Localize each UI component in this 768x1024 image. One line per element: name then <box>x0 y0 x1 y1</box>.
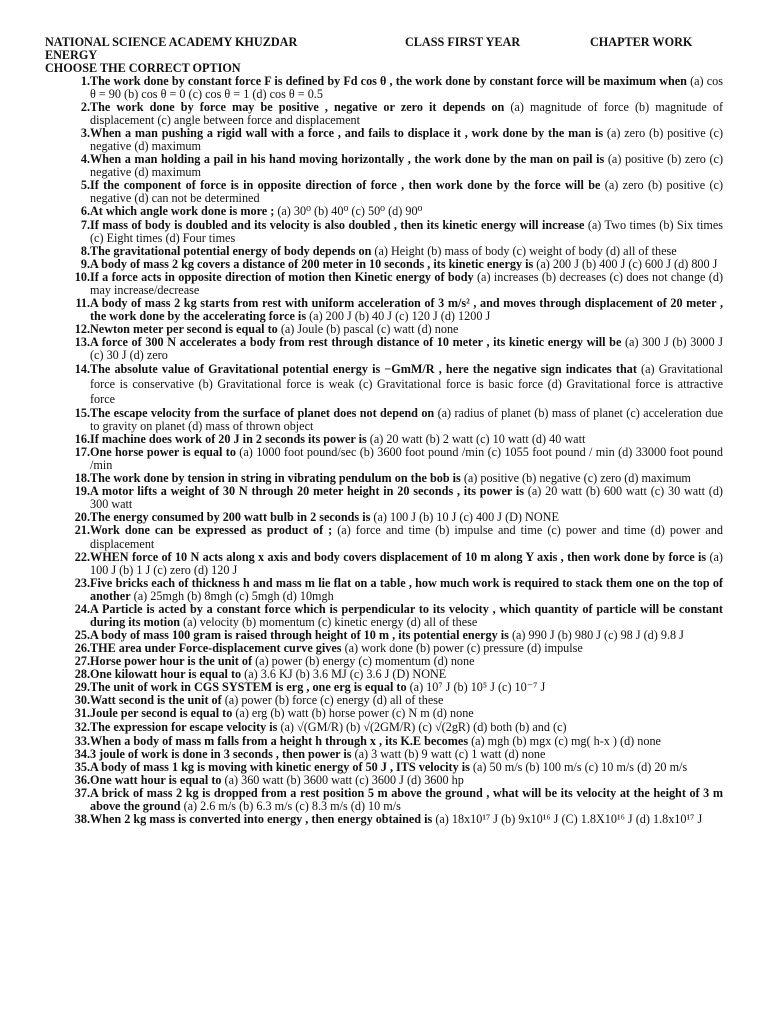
question-options: (a) Gravitational force is conservative (b) Gravitational force is weak (c) Gravitational force is basic force (d) Gravitational force is attractive force <box>90 362 723 407</box>
question-item <box>45 153 723 179</box>
question-options: (a) 3 watt (b) 9 watt (c) 1 watt (d) none <box>351 747 546 762</box>
question-text: When a man pushing a rigid wall with a force , and fails to displace it , work done by the man is <box>90 126 604 141</box>
question-text: WHEN force of 10 N acts along x axis and body covers displacement of 10 m along Y axis , then work done by force is <box>90 549 707 564</box>
question-options: (a) 360 watt (b) 3600 watt (c) 3600 J (d) 3600 hp <box>221 773 464 788</box>
question-text: Horse power hour is the unit of <box>90 653 253 668</box>
question-number: 27. <box>74 653 90 668</box>
question-number: 18. <box>74 471 90 486</box>
question-number: 26. <box>74 640 90 655</box>
question-text: One kilowatt hour is equal to <box>90 666 242 681</box>
question-number: 33. <box>74 734 90 749</box>
question-options: (a) positive (b) negative (c) zero (d) maximum <box>460 471 691 486</box>
question-number: 28. <box>74 666 90 681</box>
question-text: Newton meter per second is equal to <box>90 321 278 336</box>
class-label: CLASS FIRST YEAR <box>405 35 521 49</box>
question-text: Five bricks each of thickness h and mass m lie flat on a table , how much work is required to stack them one on the top of another <box>90 575 723 603</box>
question-options: (a) radius of planet (b) mass of planet (c) acceleration due to gravity on planet (d) mass of thrown object <box>90 406 723 434</box>
question-text: The absolute value of Gravitational potential energy is −GmM/R , here the negative sign indicates that <box>90 362 637 377</box>
question-number: 16. <box>74 432 90 447</box>
question-item <box>45 219 723 245</box>
question-number: 3. <box>80 126 90 141</box>
question-item <box>45 336 723 362</box>
question-number: 12. <box>74 321 90 336</box>
question-options: (a) increases (b) decreases (c) does not change (d) may increase/decrease <box>90 269 724 297</box>
question-text: If a force acts in opposite direction of motion then Kinetic energy of body <box>90 269 474 284</box>
question-options: (a) 10⁷ J (b) 10⁵ J (c) 10⁻⁷ J <box>406 680 546 695</box>
question-text: When a body of mass m falls from a height h through x , its K.E becomes <box>90 734 469 749</box>
question-text: When a man holding a pail in his hand moving horizontally , the work done by the man on pail is <box>90 152 605 167</box>
question-number: 25. <box>74 627 90 642</box>
question-options: (a) 50 m/s (b) 100 m/s (c) 10 m/s (d) 20 m/s <box>469 760 688 775</box>
instruction-heading: CHOOSE THE CORRECT OPTION <box>45 61 241 75</box>
question-item <box>45 407 723 433</box>
question-item <box>45 720 723 735</box>
question-number: 11. <box>75 295 90 310</box>
question-options: (a) 30⁰ (b) 40⁰ (c) 50⁰ (d) 90⁰ <box>274 204 423 219</box>
question-options: (a) 200 J (b) 400 J (c) 600 J (d) 800 J <box>533 256 718 271</box>
question-text: The escape velocity from the surface of planet does not depend on <box>90 406 435 421</box>
question-number: 15. <box>74 406 90 421</box>
question-number: 29. <box>74 680 90 695</box>
question-number: 36. <box>74 773 90 788</box>
question-text: The energy consumed by 200 watt bulb in 2 seconds is <box>90 510 371 525</box>
question-options: (a) 25mgh (b) 8mgh (c) 5mgh (d) 10mgh <box>130 588 334 603</box>
question-item <box>45 75 723 101</box>
question-item <box>45 524 723 550</box>
question-text: The work done by tension in string in vibrating pendulum on the bob is <box>90 471 461 486</box>
question-item <box>45 813 723 826</box>
question-item <box>45 577 723 603</box>
question-options: (a) power (b) force (c) energy (d) all of these <box>221 693 444 708</box>
question-options: (a) 2.6 m/s (b) 6.3 m/s (c) 8.3 m/s (d) 10 m/s <box>180 799 401 814</box>
question-options: (a) positive (b) zero (c) negative (d) maximum <box>90 152 724 180</box>
question-options: (a) 100 J (b) 1 J (c) zero (d) 120 J <box>90 549 723 577</box>
question-number: 22. <box>74 549 90 564</box>
question-number: 37. <box>74 786 90 801</box>
question-options: (a) force and time (b) impulse and time (c) power and time (d) power and displacement <box>90 523 723 551</box>
question-number: 17. <box>74 445 90 460</box>
question-number: 4. <box>80 152 90 167</box>
question-number: 10. <box>74 269 90 284</box>
question-item <box>45 707 723 720</box>
chapter-title-continued: ENERGY <box>45 48 98 62</box>
question-list <box>45 75 723 826</box>
question-text: A motor lifts a weight of 30 N through 20 meter height in 20 seconds , its power is <box>90 484 524 499</box>
question-item <box>45 551 723 577</box>
question-text: The unit of work in CGS SYSTEM is erg , one erg is equal to <box>90 680 407 695</box>
question-item <box>45 446 723 472</box>
question-options: (a) √(GM/R) (b) √(2GM/R) (c) √(2gR) (d) both (b) and (c) <box>277 720 567 735</box>
question-number: 1. <box>80 74 90 88</box>
question-number: 24. <box>74 601 90 616</box>
question-options: (a) 20 watt (b) 600 watt (c) 30 watt (d) 300 watt <box>90 484 723 512</box>
question-number: 8. <box>80 243 90 258</box>
question-number: 30. <box>74 693 90 708</box>
question-number: 38. <box>74 812 90 827</box>
question-options: (a) Height (b) mass of body (c) weight of body (d) all of these <box>371 243 677 258</box>
question-options: (a) mgh (b) mgx (c) mg( h-x ) (d) none <box>468 734 661 749</box>
question-number: 2. <box>80 100 90 115</box>
question-number: 7. <box>80 217 90 232</box>
question-number: 9. <box>80 256 90 271</box>
question-options: (a) velocity (b) momentum (c) kinetic energy (d) all of these <box>180 614 478 629</box>
question-text: If the component of force is in opposite direction of force , then work done by the force will be <box>90 178 601 193</box>
school-name: NATIONAL SCIENCE ACADEMY KHUZDAR <box>45 35 298 49</box>
question-item <box>45 787 723 813</box>
question-text: A force of 300 N accelerates a body from rest through distance of 10 meter , its kinetic energy will be <box>90 334 622 349</box>
question-options: (a) Joule (b) pascal (c) watt (d) none <box>277 321 459 336</box>
question-number: 35. <box>74 760 90 775</box>
question-number: 6. <box>80 204 90 219</box>
question-options: (a) 1000 foot pound/sec (b) 3600 foot pound /min (c) 1055 foot pound / min (d) 33000 foot pound /min <box>90 445 723 473</box>
question-number: 21. <box>74 523 90 538</box>
question-item <box>45 362 723 407</box>
question-text: Joule per second is equal to <box>90 706 233 721</box>
question-item <box>45 297 723 323</box>
question-text: A body of mass 2 kg starts from rest with uniform acceleration of 3 m/s² , and moves through displacement of 20 meter , the work done by the accelerating force is <box>90 295 723 323</box>
question-item <box>45 271 723 297</box>
question-item <box>45 101 723 127</box>
question-number: 34. <box>74 747 90 762</box>
question-number: 13. <box>74 334 90 349</box>
question-options: (a) 100 J (b) 10 J (c) 400 J (D) NONE <box>370 510 559 525</box>
question-options: (a) 3.6 KJ (b) 3.6 MJ (c) 3.6 J (D) NONE <box>241 666 447 681</box>
question-text: A brick of mass 2 kg is dropped from a rest position 5 m above the ground , what will be its velocity at the height of 3 m above the ground <box>90 786 723 814</box>
question-text: Work done can be expressed as product of ; <box>90 523 333 538</box>
question-options: (a) Two times (b) Six times (c) Eight times (d) Four times <box>90 217 724 245</box>
question-text: Watt second is the unit of <box>90 693 222 708</box>
question-number: 20. <box>74 510 90 525</box>
question-number: 31. <box>74 706 90 721</box>
question-number: 14. <box>74 362 90 377</box>
chapter-title: CHAPTER WORK <box>590 35 693 49</box>
question-text: One watt hour is equal to <box>90 773 222 788</box>
question-item <box>45 127 723 153</box>
question-item <box>45 179 723 205</box>
question-text: If mass of body is doubled and its velocity is also doubled , then its kinetic energy will increase <box>90 217 585 232</box>
question-text: The gravitational potential energy of body depends on <box>90 243 372 258</box>
question-options: (a) zero (b) positive (c) negative (d) maximum <box>90 126 724 154</box>
question-options: (a) 20 watt (b) 2 watt (c) 10 watt (d) 40 watt <box>366 432 586 447</box>
question-number: 5. <box>80 178 90 193</box>
question-options: (a) zero (b) positive (c) negative (d) can not be determined <box>90 178 724 206</box>
question-text: A body of mass 100 gram is raised through height of 10 m , its potential energy is <box>90 627 509 642</box>
question-number: 19. <box>74 484 90 499</box>
question-options: (a) 990 J (b) 980 J (c) 98 J (d) 9.8 J <box>508 627 684 642</box>
question-options: (a) erg (b) watt (b) horse power (c) N m (d) none <box>232 706 474 721</box>
question-item <box>45 603 723 629</box>
question-number: 32. <box>74 720 90 735</box>
question-options: (a) 300 J (b) 3000 J (c) 30 J (d) zero <box>90 334 723 362</box>
question-text: A body of mass 2 kg covers a distance of 200 meter in 10 seconds , its kinetic energy is <box>90 256 534 271</box>
question-text: The expression for escape velocity is <box>90 720 278 735</box>
question-text: A Particle is acted by a constant force which is perpendicular to its velocity , which quantity of particle will be constant during its motion <box>90 601 723 629</box>
question-item <box>45 485 723 511</box>
question-options: (a) 18x10¹⁷ J (b) 9x10¹⁶ J (C) 1.8X10¹⁶ J (d) 1.8x10¹⁷ J <box>432 812 703 827</box>
question-text: A body of mass 1 kg is moving with kinetic energy of 50 J , ITS velocity is <box>90 760 470 775</box>
question-options: (a) magnitude of force (b) magnitude of displacement (c) angle between force and displacement <box>90 100 723 128</box>
question-options: (a) cos θ = 90 (b) cos θ = 0 (c) cos θ = 1 (d) cos θ = 0.5 <box>90 74 723 102</box>
question-text: 3 joule of work is done in 3 seconds , then power is <box>90 747 352 762</box>
question-text: THE area under Force-displacement curve gives <box>90 640 342 655</box>
question-text: When 2 kg mass is converted into energy , then energy obtained is <box>90 812 433 827</box>
question-options: (a) power (b) energy (c) momentum (d) none <box>252 653 475 668</box>
question-text: One horse power is equal to <box>90 445 236 460</box>
question-text: The work done by force may be positive , negative or zero it depends on <box>90 100 505 115</box>
question-text: The work done by constant force F is defined by Fd cos θ , the work done by constant force will be maximum when <box>90 74 687 88</box>
question-number: 23. <box>74 575 90 590</box>
question-options: (a) work done (b) power (c) pressure (d) impulse <box>341 640 583 655</box>
question-text: If machine does work of 20 J in 2 seconds its power is <box>90 432 367 447</box>
question-options: (a) 200 J (b) 40 J (c) 120 J (d) 1200 J <box>306 308 491 323</box>
question-text: At which angle work done is more ; <box>90 204 275 219</box>
